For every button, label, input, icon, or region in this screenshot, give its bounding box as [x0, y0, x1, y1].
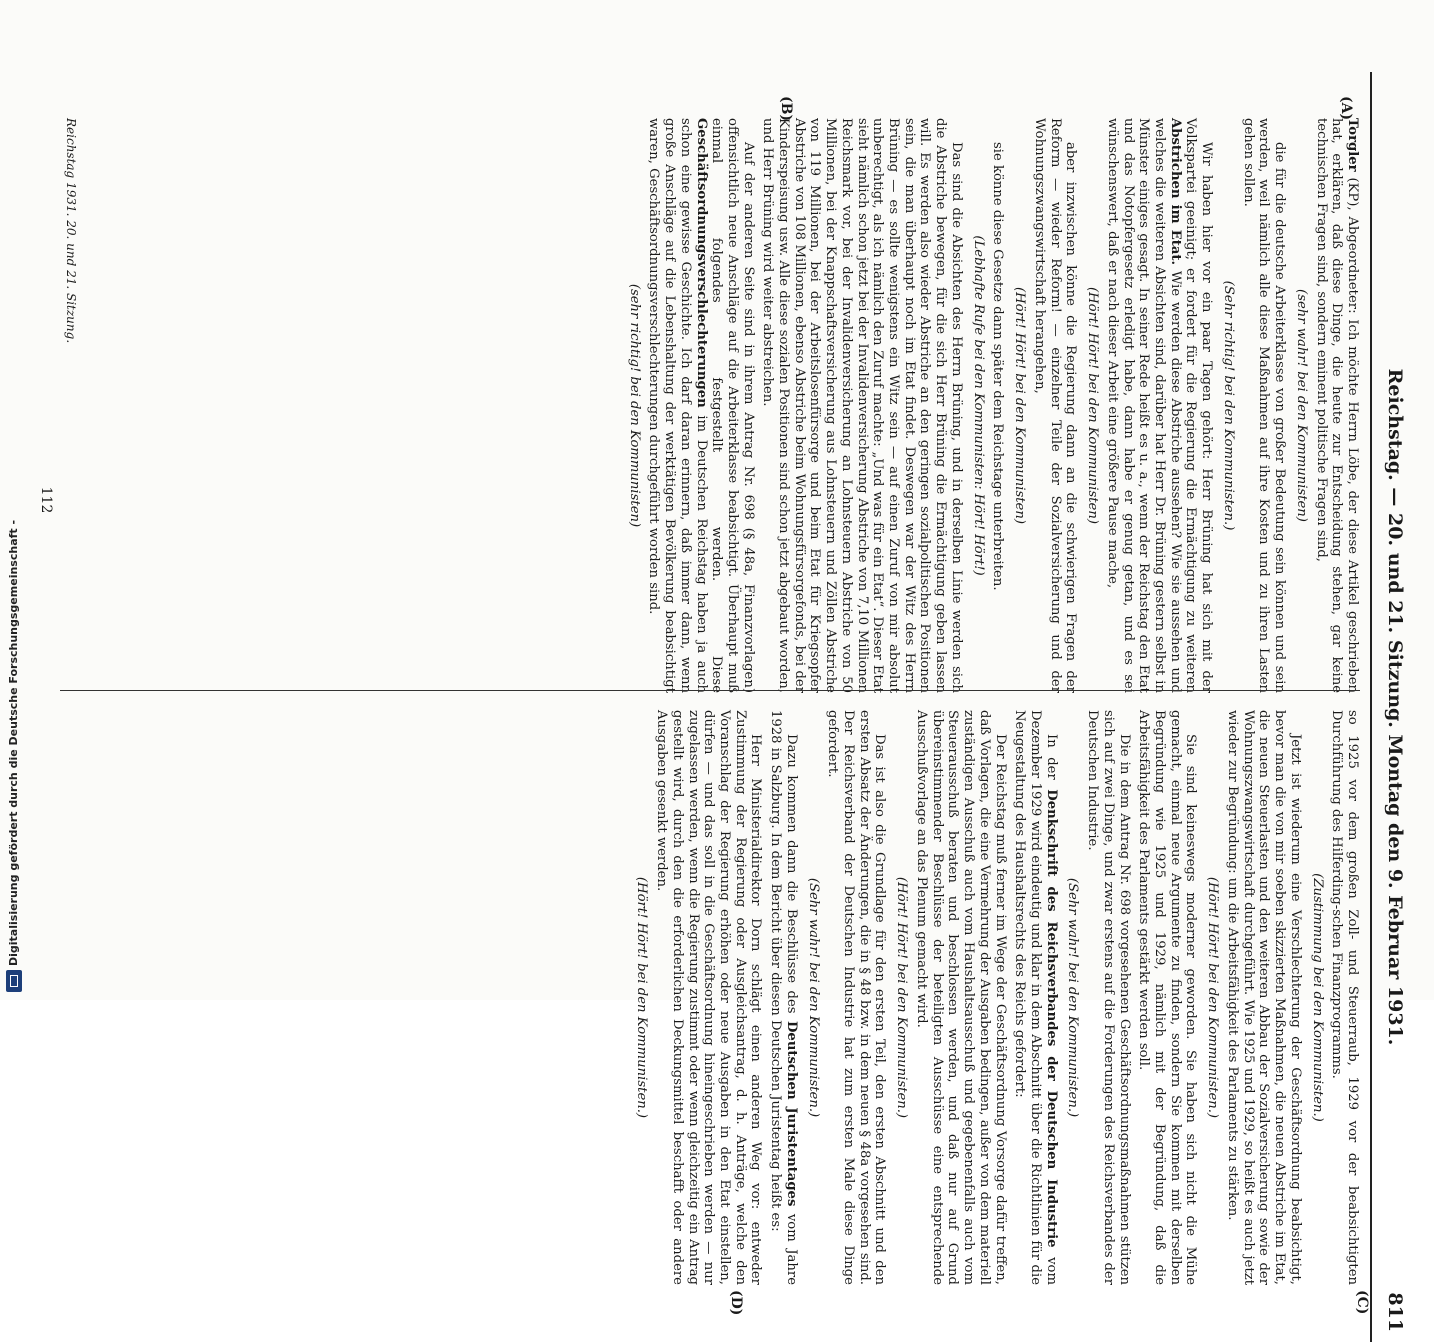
paragraph: Das ist also die Grundlage für den ersten Teil, den ersten Abschnitt und den ersten Absatz der Änderungen, die in § 48 bzw. in dem neuen § 48a vorgesehen sind. Der Reichsverband der Deutschen Industrie hat zum ersten Male diese Dinge gefordert.	[825, 710, 888, 1285]
paragraph: Wir haben hier vor ein paar Tagen gehört: Herr Brüning hat sich mit der Volkspartei geeinigt; er fordert für die Regierung die Ermächtigung zu weiteren Abstrichen im Etat. Wie werden diese Abstriche aussehen? Wie sie aussehen und welches die weiteren Absichten sind, darüber hat Herr Dr. Brüning gestern selbst in Münster einiges gesagt. In seiner Rede heißt es u. a., wenn der Reichstag den Etat und das Notopfergesetz erledigt habe, dann habe er genug getan, und es sei wünschenswert, daß er nach dieser Arbeit eine größere Pause mache,	[1104, 118, 1215, 693]
paragraph: aber inzwischen könne die Regierung dann an die schwierigen Fragen der Reform — wieder Reform! — einzelner Teile der Sozialversicherung und der Wohnungszwangswirtschaft herangehen,	[1031, 118, 1079, 693]
digitization-text: Digitalisierung gefördert durch die Deutsche Forschungsgemeinschaft -	[7, 519, 20, 966]
interjection: (Lebhafte Rufe bei den Kommunisten: Hört! Hört!)	[970, 235, 986, 576]
paragraph: Das sind die Absichten des Herrn Brüning, und in derselben Linie werden sich die Abstriche bewegen, für die sich Herr Brüning die Ermächtigung geben lassen will. Es werden also wieder Abstriche an den geringen sozialpolitischen Positionen sein, die man überhaupt noch im Etat findet. Deswegen war der Witz des Herrn Brüning — es sollte wenigstens ein Witz sein — auf einen Zuruf von mir absolut unberechtigt, als ich nämlich den Zuruf machte: „Und was für ein Etat“. Dieser Etat sieht nämlich schon jetzt bei der Invalidenversicherung Abstriche von 7,10 Millionen Reichsmark vor, bei der Invalidenversicherung an Lohnsteuern Abstriche von 50 Millionen, bei der Knappschaftsversicherung aus Lohnsteuern und Zöllen Abstriche von 119 Millionen, bei der Arbeitslosenfürsorge und beim Etat für Kriegsopfer Abstriche von 108 Millionen, ebenso Abstriche beim Wohnungsfürsorgefonds, bei der Kinderspeisung usw. Alle diese sozialen Positionen sind schon jetzt abgebaut worden, und Herr Brüning wird weiter abstreichen.	[760, 118, 964, 693]
interjection: (Hört! Hört! bei den Kommunisten)	[1012, 287, 1028, 524]
interjection: (sehr wahr! bei den Kommunisten)	[1293, 289, 1309, 522]
paragraph: Auf der anderen Seite sind in ihrem Antrag Nr. 698 (§ 48a, Finanzvorlagen) offensichtlich neue Anschläge auf die Arbeiterklasse beabsichtigt. Überhaupt muß einmal folgendes festgestellt werden. Diese Geschäftsordnungsverschlechterungen im Deutschen Reichstag haben ja auch schon eine gewisse Geschichte. Ich darf daran erinnern, daß immer dann, wenn große Anschläge auf die Lebenshaltung der werktätigen Bevölkerung beabsichtigt waren, Geschäftsordnungsverschlechterungen durchgeführt worden sind.	[646, 118, 756, 693]
interjection: (Sehr wahr! bei den Kommunisten.)	[805, 877, 821, 1118]
paragraph: In der Denkschrift des Reichsverbandes der Deutschen Industrie vom Dezember 1929 wird eindeutig und klar in dem Abschnitt über die Richtlinien für die Neugestaltung des Haushaltsrechts des Reichs gefordert:	[1012, 710, 1059, 1285]
interjection: (Hört! Hört! bei den Kommunisten.)	[894, 876, 910, 1119]
interjection: (Sehr wahr! bei den Kommunisten.)	[1065, 877, 1081, 1118]
margin-letter-a: (A)	[1338, 96, 1354, 121]
interjection: (Zustimmung bei den Kommunisten.)	[1309, 873, 1325, 1122]
interjection: (Sehr richtig! bei den Kommunisten.)	[1220, 280, 1236, 531]
paragraph: Jetzt ist wiederum eine Verschlechterung der Geschäftsordnung beabsichtigt, bevor man die von mir soeben skizzierten Maßnahmen, die neuen Abstriche im Etat, die neuen Steuerlasten und den weiteren Abbau der Sozialversicherung sowie der Wohnungszwangswirtschaft durchgeführt. Wie 1925 und 1929, so heißt es auch jetzt wieder zur Begründung: um die Arbeitsfähigkeit des Parlaments zu stärken.	[1224, 710, 1303, 1285]
paragraph: die für die deutsche Arbeiterklasse von großer Bedeutung sein können und sein werden, weil nämlich alle diese Maßnahmen auf ihre Kosten und zu ihren Lasten gehen sollen.	[1240, 118, 1288, 693]
paragraph: Die in dem Antrag Nr. 698 vorgesehenen Geschäftsordnungsmaßnahmen stützen sich auf zwei Dinge, und zwar erstens auf die Forderungen des Reichsverbandes der Deutschen Industrie.	[1085, 710, 1132, 1285]
interjection: (Hört! Hört! bei den Kommunisten)	[1085, 287, 1101, 524]
footer-page-number: 112	[38, 486, 54, 514]
dfg-logo-icon	[6, 970, 22, 992]
emphasis: Deutschen Juristentages	[783, 1021, 799, 1207]
paragraph: sie könne diese Gesetze dann später dem Reichstage unterbreiten.	[990, 142, 1006, 591]
footer-session-label: Reichstag 1931. 20. und 21. Sitzung.	[64, 118, 78, 344]
left-column	[80, 118, 1360, 693]
paragraph: so 1925 vor dem großen Zoll- und Steuerraub, 1929 vor der beabsichtigten Durchführung des Hilferding-schen Finanzprogramms.	[1329, 710, 1360, 1285]
right-column	[80, 710, 1360, 1285]
emphasis: Abstrichen im Etat.	[1167, 118, 1183, 266]
interjection: (sehr richtig! bei den Kommunisten)	[626, 283, 642, 528]
digitization-notice	[4, 4, 24, 994]
paragraph: Dazu kommen dann die Beschlüsse des Deutschen Juristentages vom Jahre 1928 in Salzburg. In dem Bericht über diesen Deutschen Juristentag heißt es:	[768, 710, 799, 1285]
header-page-number: 811	[1384, 1292, 1406, 1332]
page-header	[1370, 72, 1412, 1342]
paragraph: Sie sind keineswegs moderner geworden. Sie haben sich nicht die Mühe gemacht, einmal neue Argumente zu finden, sondern Sie kommen mit derselben Begründung wie 1925 und 1929, nämlich mit der Begründung, daß die Arbeitsfähigkeit des Parlaments gestärkt werden soll.	[1136, 710, 1199, 1285]
column-divider	[60, 690, 1360, 691]
margin-letter-c: (C)	[1354, 1290, 1370, 1315]
emphasis: Denkschrift des Reichsverbandes der Deutschen Industrie	[1043, 789, 1059, 1248]
header-title: Reichstag. — 20. und 21. Sitzung. Montag den 9. Februar 1931.	[1384, 368, 1406, 1046]
emphasis: Geschäftsordnungsverschlechterungen	[693, 118, 709, 408]
paragraph: Torgler (KP), Abgeordneter: Ich möchte Herrn Löbe, der diese Artikel geschrieben hat, erklären, daß diese Dinge, die heute zur Entscheidung stehen, gar keine technischen Fragen sind, sondern eminent politische Fragen sind,	[1313, 118, 1360, 693]
margin-letter-b: (B)	[778, 96, 794, 122]
interjection: (Hört! Hört! bei den Kommunisten.)	[634, 876, 650, 1119]
margin-letter-d: (D)	[728, 1290, 744, 1316]
quotation: Herr Ministerialdirektor Dorn schlägt einen anderen Weg vor: entweder Zustimmung der Regierung oder Ausgleichsantrag, d. h. Anträge, welche den Voranschlag der Regierung erhöhen oder neue Ausgaben in den Etat einstellen, dürfen — und das soll in die Geschäftsordnung hineingeschrieben werden — nur zugelassen werden, wenn die Regierung zustimmt oder wenn gleichzeitig ein Antrag gestellt wird, durch den die erforderlichen Deckungsmittel beschafft oder andere Ausgaben gesenkt werden.	[654, 710, 764, 1285]
quotation: Der Reichstag muß ferner im Wege der Geschäftsordnung Vorsorge dafür treffen, daß Vorlagen, die eine Vermehrung der Ausgaben bedingen, außer von dem materiell zuständigen Ausschuß auch vom Haushaltsausschuß und gegebenenfalls auch vom Steuerausschuß beraten und beschlossen werden, und daß nur auf Grund übereinstimmender Beschlüsse der beteiligten Ausschüsse eine entsprechende Ausschußvorlage an das Plenum gemacht wird.	[914, 710, 1008, 1285]
speaker-name: Torgler	[1345, 118, 1360, 172]
interjection: (Hört! Hört! bei den Kommunisten.)	[1205, 876, 1221, 1119]
